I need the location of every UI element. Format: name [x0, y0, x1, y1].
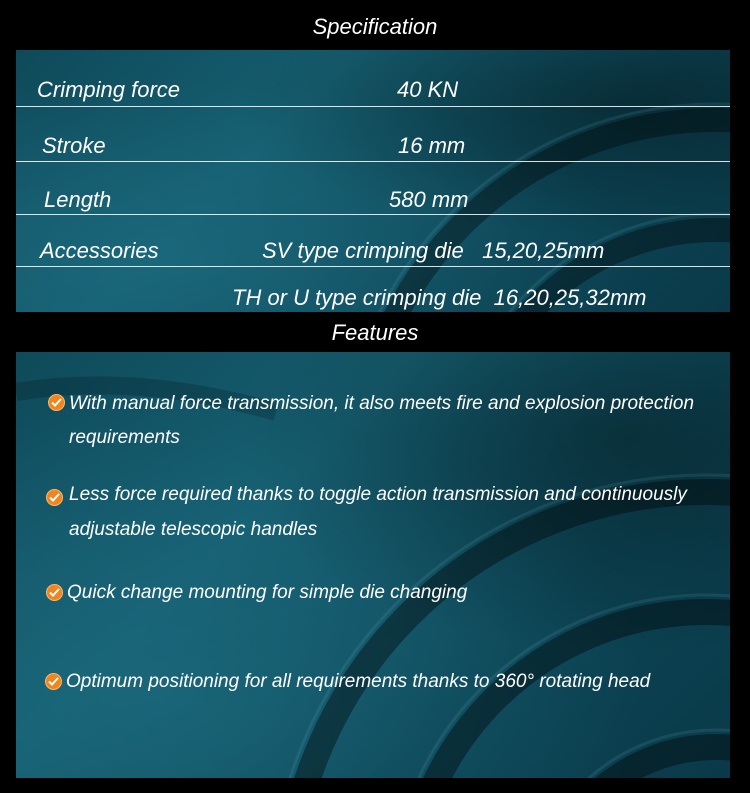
spec-value: 16 mm [398, 133, 466, 158]
spec-row-accessories [16, 215, 730, 267]
specification-panel [16, 50, 730, 312]
spec-value: TH or U type crimping die 16,20,25,32mm [232, 285, 647, 310]
spec-row-accessories-extra [16, 267, 730, 312]
feature-text: Quick change mounting for simple die changing [67, 582, 468, 603]
specification-title: Specification [312, 14, 438, 39]
spec-value: 40 KN [397, 77, 459, 102]
features-panel [16, 352, 730, 778]
feature-text: With manual force transmission, it also meets fire and explosion protection [69, 393, 695, 414]
check-circle-icon [46, 584, 63, 601]
spec-label: Stroke [42, 133, 106, 158]
spec-value: SV type crimping die 15,20,25mm [262, 238, 605, 263]
feature-text: Optimum positioning for all requirements thanks to 360° rotating head [66, 671, 651, 692]
spec-row-crimping-force [16, 50, 730, 107]
check-circle-icon [48, 394, 65, 411]
spec-row-stroke [16, 107, 730, 162]
feature-text-continued: adjustable telescopic handles [69, 519, 318, 540]
feature-text-continued: requirements [69, 427, 180, 448]
check-circle-icon [46, 489, 63, 506]
spec-value: 580 mm [389, 187, 469, 212]
spec-row-length [16, 162, 730, 215]
spec-label: Accessories [40, 238, 159, 263]
features-title: Features [331, 320, 419, 345]
check-circle-icon [45, 673, 62, 690]
spec-label: Crimping force [37, 77, 181, 102]
feature-text: Less force required thanks to toggle action transmission and continuously [69, 484, 687, 505]
spec-label: Length [44, 187, 112, 212]
